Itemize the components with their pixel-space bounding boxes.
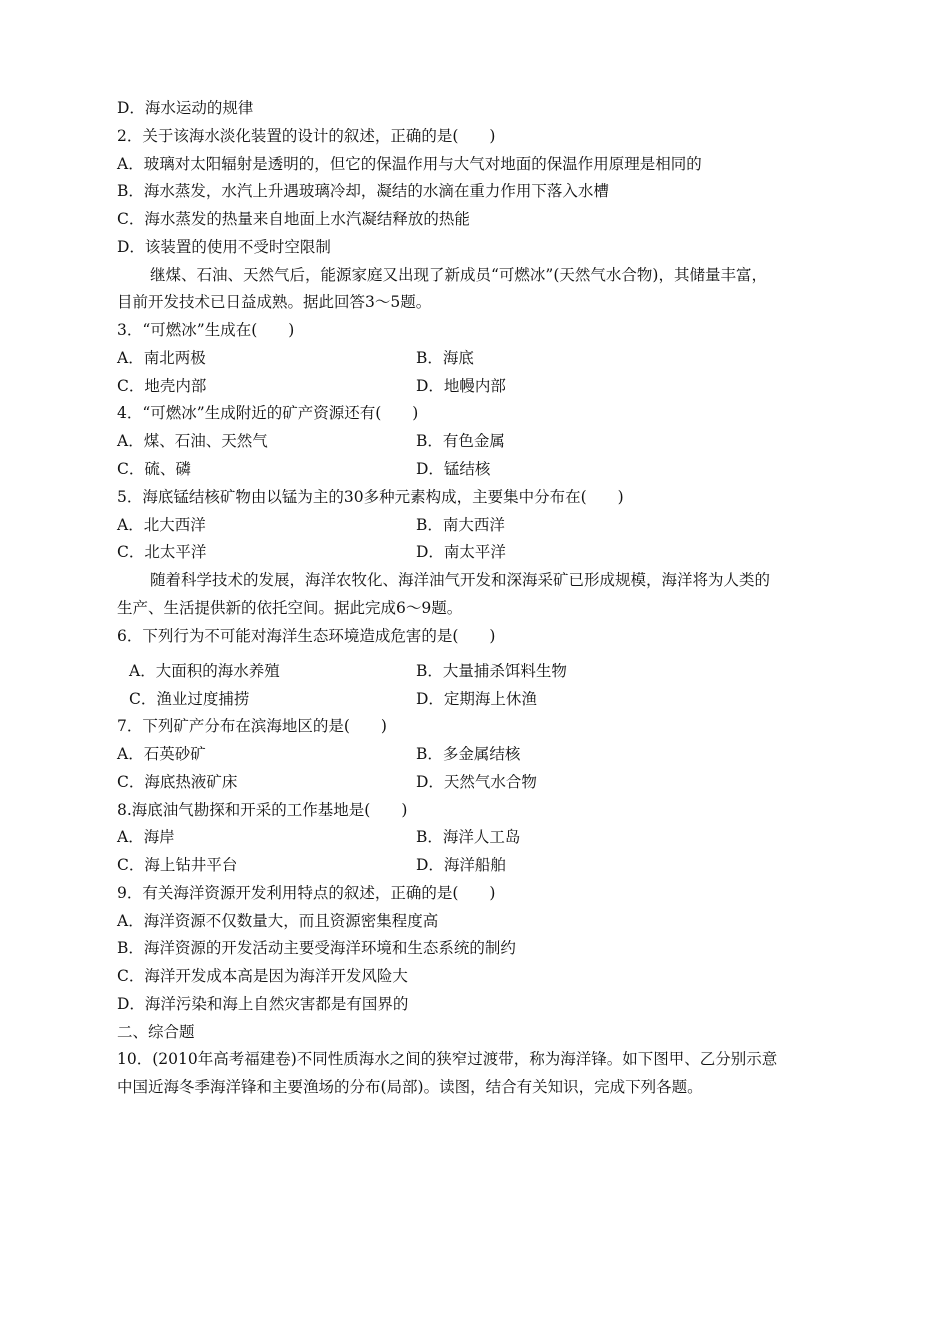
question-5-stem: 5．海底锰结核矿物由以锰为主的30多种元素构成，主要集中分布在( ) <box>117 488 624 506</box>
question-8-option-d: D．海洋船舶 <box>416 856 506 874</box>
question-4-option-c: C．硫、磷 <box>117 460 191 478</box>
question-6-option-d: D．定期海上休渔 <box>416 690 537 708</box>
question-1-option-d: D．海水运动的规律 <box>117 99 254 117</box>
question-10-stem-line-1: 10．(2010年高考福建卷)不同性质海水之间的狭窄过渡带，称为海洋锋。如下图甲、乙分别示意 <box>117 1050 778 1068</box>
question-3-option-b: B．海底 <box>416 349 474 367</box>
question-2-option-b: B．海水蒸发，水汽上升遇玻璃冷却，凝结的水滴在重力作用下落入水槽 <box>117 182 609 200</box>
question-9-option-a: A．海洋资源不仅数量大，而且资源密集程度高 <box>117 912 439 930</box>
question-4-option-b: B．有色金属 <box>416 432 505 450</box>
question-7-option-b: B．多金属结核 <box>416 745 521 763</box>
question-2-stem: 2．关于该海水淡化装置的设计的叙述，正确的是( ) <box>117 127 496 145</box>
question-7-option-a: A．石英砂矿 <box>117 745 206 763</box>
question-9-option-b: B．海洋资源的开发活动主要受海洋环境和生态系统的制约 <box>117 939 516 957</box>
question-2-option-a: A．玻璃对太阳辐射是透明的，但它的保温作用与大气对地面的保温作用原理是相同的 <box>117 155 702 173</box>
question-5-option-c: C．北太平洋 <box>117 543 207 561</box>
section-2-heading: 二、综合题 <box>117 1023 195 1041</box>
question-7-option-d: D．天然气水合物 <box>416 773 537 791</box>
question-6-option-c: C．渔业过度捕捞 <box>129 690 250 708</box>
question-4-option-d: D．锰结核 <box>416 460 491 478</box>
question-8-option-a: A．海岸 <box>117 828 175 846</box>
question-9-stem: 9．有关海洋资源开发利用特点的叙述，正确的是( ) <box>117 884 496 902</box>
question-2-option-d: D．该装置的使用不受时空限制 <box>117 238 331 256</box>
question-6-stem: 6．下列行为不可能对海洋生态环境造成危害的是( ) <box>117 627 496 645</box>
passage-2-line-2: 生产、生活提供新的依托空间。据此完成6～9题。 <box>117 599 463 617</box>
question-8-option-c: C．海上钻井平台 <box>117 856 238 874</box>
question-2-option-c: C．海水蒸发的热量来自地面上水汽凝结释放的热能 <box>117 210 470 228</box>
question-10-stem-line-2: 中国近海冬季海洋锋和主要渔场的分布(局部)。读图，结合有关知识，完成下列各题。 <box>117 1078 703 1096</box>
question-5-option-b: B．南大西洋 <box>416 516 505 534</box>
question-3-option-c: C．地壳内部 <box>117 377 207 395</box>
question-4-option-a: A．煤、石油、天然气 <box>117 432 268 450</box>
question-6-option-a: A．大面积的海水养殖 <box>129 662 280 680</box>
passage-1-line-1: 继煤、石油、天然气后，能源家庭又出现了新成员“可燃冰”(天然气水合物)，其储量丰富， <box>150 266 767 284</box>
question-4-stem: 4．“可燃冰”生成附近的矿产资源还有( ) <box>117 404 419 422</box>
passage-2-line-1: 随着科学技术的发展，海洋农牧化、海洋油气开发和深海采矿已形成规模，海洋将为人类的 <box>150 571 771 589</box>
question-8-stem: 8.海底油气勘探和开采的工作基地是( ) <box>117 801 408 819</box>
passage-1-line-2: 目前开发技术已日益成熟。据此回答3～5题。 <box>117 293 432 311</box>
question-3-option-a: A．南北两极 <box>117 349 206 367</box>
question-3-stem: 3．“可燃冰”生成在( ) <box>117 321 295 339</box>
question-5-option-d: D．南太平洋 <box>416 543 506 561</box>
question-3-option-d: D．地幔内部 <box>416 377 506 395</box>
question-7-stem: 7．下列矿产分布在滨海地区的是( ) <box>117 717 387 735</box>
question-9-option-d: D．海洋污染和海上自然灾害都是有国界的 <box>117 995 409 1013</box>
question-6-option-b: B．大量捕杀饵料生物 <box>416 662 567 680</box>
question-7-option-c: C．海底热液矿床 <box>117 773 238 791</box>
question-9-option-c: C．海洋开发成本高是因为海洋开发风险大 <box>117 967 408 985</box>
question-8-option-b: B．海洋人工岛 <box>416 828 521 846</box>
question-5-option-a: A．北大西洋 <box>117 516 206 534</box>
